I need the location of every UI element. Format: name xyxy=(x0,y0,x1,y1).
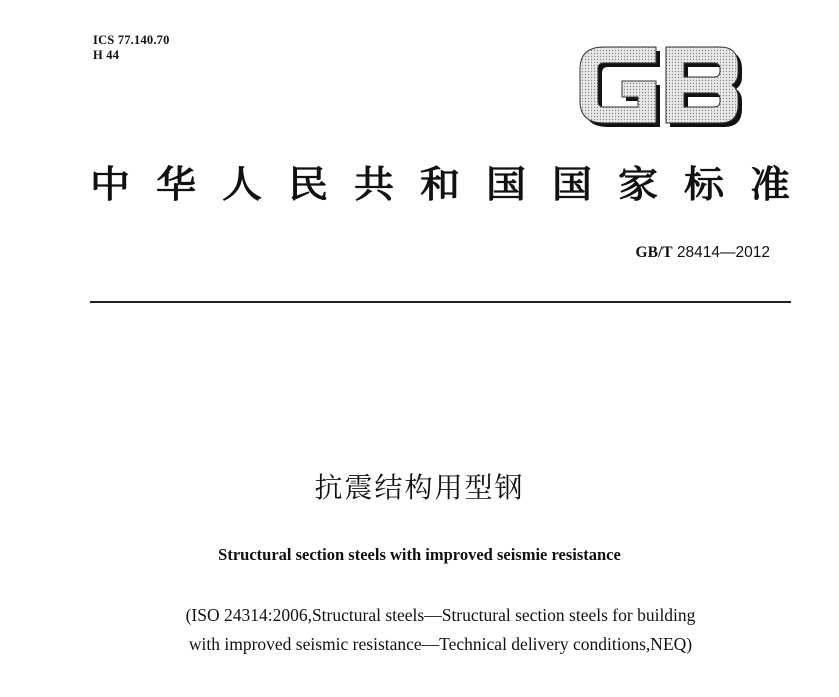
heading-char: 和 xyxy=(420,163,460,206)
iso-reference-line: with improved seismic resistance—Technical delivery conditions,NEQ) xyxy=(188,634,693,654)
standard-code: GB/T xyxy=(635,244,673,261)
heading-char: 人 xyxy=(222,163,262,206)
iso-reference-line: (ISO 24314:2006,Structural steels—Structural section steels for building xyxy=(185,605,696,625)
standard-number-value: 28414—2012 xyxy=(676,244,770,261)
heading-char: 国 xyxy=(486,163,526,206)
heading-char: 国 xyxy=(552,163,592,206)
heading-char: 民 xyxy=(288,163,328,206)
document-title-chinese: 抗震结构用型钢 xyxy=(314,471,525,504)
heading-char: 中 xyxy=(90,163,130,206)
gb-logo-graphic xyxy=(578,43,746,135)
gb-logo xyxy=(578,43,746,135)
iso-reference xyxy=(90,601,791,659)
heading-char: 家 xyxy=(618,163,658,206)
heading-char: 共 xyxy=(354,163,394,206)
gb-logo-b xyxy=(666,47,738,123)
national-standard-heading xyxy=(90,160,790,210)
heading-char: 华 xyxy=(156,163,196,206)
heading-char: 准 xyxy=(750,163,790,206)
gb-logo-g xyxy=(580,47,656,123)
ccs-code: H 44 xyxy=(93,48,120,62)
standard-number xyxy=(636,244,770,262)
heading-char: 标 xyxy=(684,163,724,206)
header-divider xyxy=(90,301,791,303)
document-title-english: Structural section steels with improved seismie resistance xyxy=(218,545,621,564)
ics-code: ICS 77.140.70 xyxy=(93,33,170,47)
classification-block xyxy=(93,33,170,63)
